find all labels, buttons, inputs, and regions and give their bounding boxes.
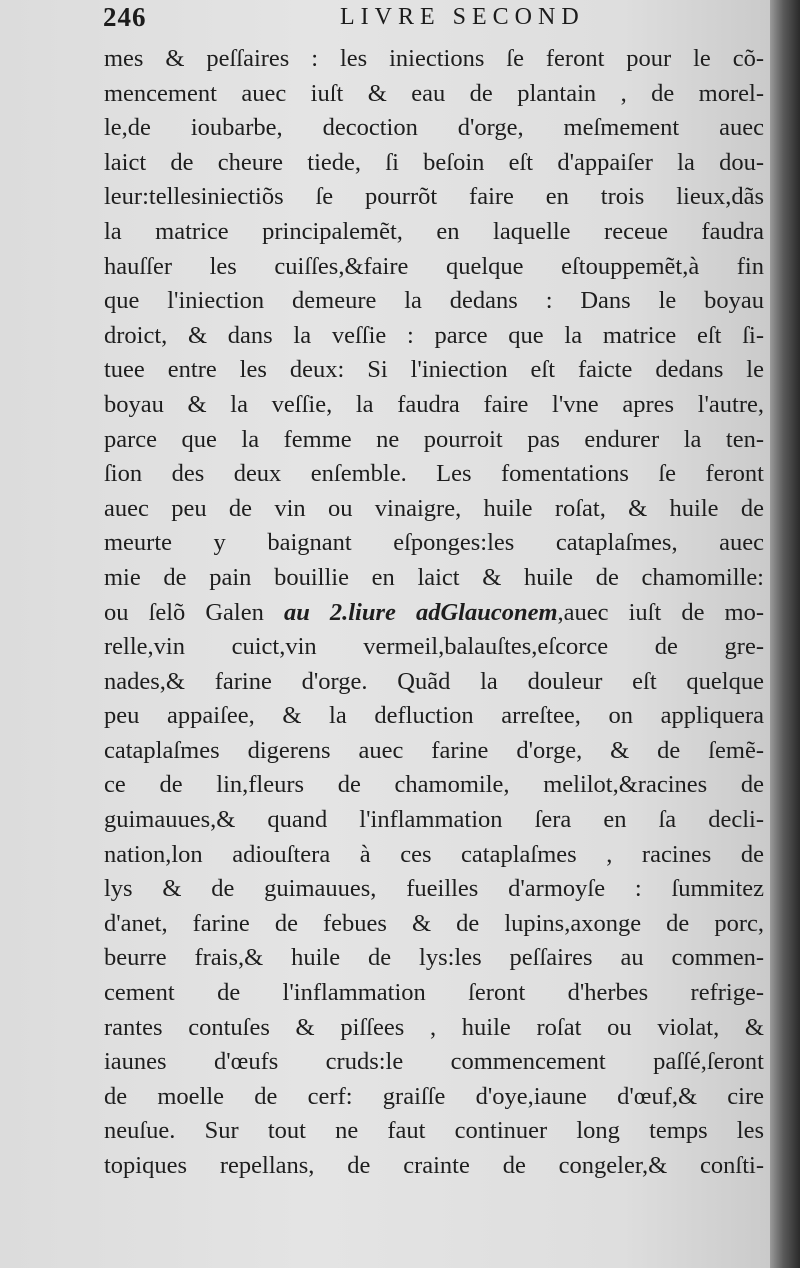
body-text [104,42,764,1184]
text-line: laict de cheure tiede, ſi beſoin eſt d'appaiſer la dou- [104,148,764,176]
text-line: tuee entre les deux: Si l'iniection eſt faicte dedans le [104,356,764,384]
text-line: nades,& farine d'orge. Quãd la douleur eſt quelque [104,667,764,695]
text-line: parce que la femme ne pourroit pas endurer la ten- [104,425,764,453]
text-line: topiques repellans, de crainte de congeler,& conſti- [104,1152,764,1179]
text-line: ce de lin,fleurs de chamomile, melilot,&racines de [104,771,764,799]
text-line: la matrice principalemẽt, en laquelle receue faudra [104,217,764,245]
text-line: lys & de guimauues, fueilles d'armoyſe : ſummitez [104,875,764,903]
text-line: iaunes d'œufs cruds:le commencement paſſé,ſeront [104,1048,764,1076]
text-line: beurre frais,& huile de lys:les peſſaires au commen- [104,944,764,972]
page-header [0,0,778,36]
text-line: leur:tellesiniectiõs ſe pourrõt faire en trois lieux,dãs [104,183,764,211]
text-line: peu appaiſee, & la defluction arreſtee, on appliquera [104,702,764,730]
text-line: cement de l'inflammation ſeront d'herbes refrige- [104,979,764,1007]
text-line: mencement auec iuſt & eau de plantain , de morel- [104,79,764,107]
text-line: que l'iniection demeure la dedans : Dans le boyau [104,287,764,315]
book-gutter-edge [770,0,800,1268]
text-line: meurte y baignant eſponges:les cataplaſmes, auec [104,529,764,557]
text-line: hauſſer les cuiſſes,&faire quelque eſtouppemẽt,à fin [104,252,764,280]
text-line: neuſue. Sur tout ne faut continuer long temps les [104,1117,764,1145]
text-line: droict, & dans la veſſie : parce que la matrice eſt ſi- [104,321,764,349]
text-line-citation [104,596,764,631]
text-line: auec peu de vin ou vinaigre, huile roſat, & huile de [104,494,764,522]
citation-lead: ou ſelõ Galen [104,598,284,626]
text-line: cataplaſmes digerens auec farine d'orge, & de ſemẽ- [104,736,764,764]
text-line: ſion des deux enſemble. Les fomentations ſe feront [104,460,764,488]
text-line: le,de ioubarbe, decoction d'orge, meſmement auec [104,114,764,142]
text-line: boyau & la veſſie, la faudra faire l'vne apres l'autre, [104,390,764,418]
text-line: relle,vin cuict,vin vermeil,balauſtes,eſcorce de gre- [104,633,764,661]
page-number: 246 [103,2,147,32]
text-line: rantes contuſes & piſſees , huile roſat ou violat, & [104,1013,764,1041]
text-line: mes & peſſaires : les iniections ſe feront pour le cõ- [104,45,764,72]
text-line: mie de pain bouillie en laict & huile de chamomille: [104,563,764,591]
text-line: de moelle de cerf: graiſſe d'oye,iaune d'œuf,& cire [104,1082,764,1110]
citation-italic: au 2.liure adGlauconem [283,598,558,626]
running-head: LIVRE SECOND [340,4,585,30]
citation-tail: ,auec iuſt de mo- [557,598,764,626]
text-line: d'anet, farine de febues & de lupins,axonge de porc, [104,909,764,937]
text-line: guimauues,& quand l'inflammation ſera en ſa decli- [104,806,764,834]
text-line: nation,lon adiouſtera à ces cataplaſmes , racines de [104,840,764,868]
